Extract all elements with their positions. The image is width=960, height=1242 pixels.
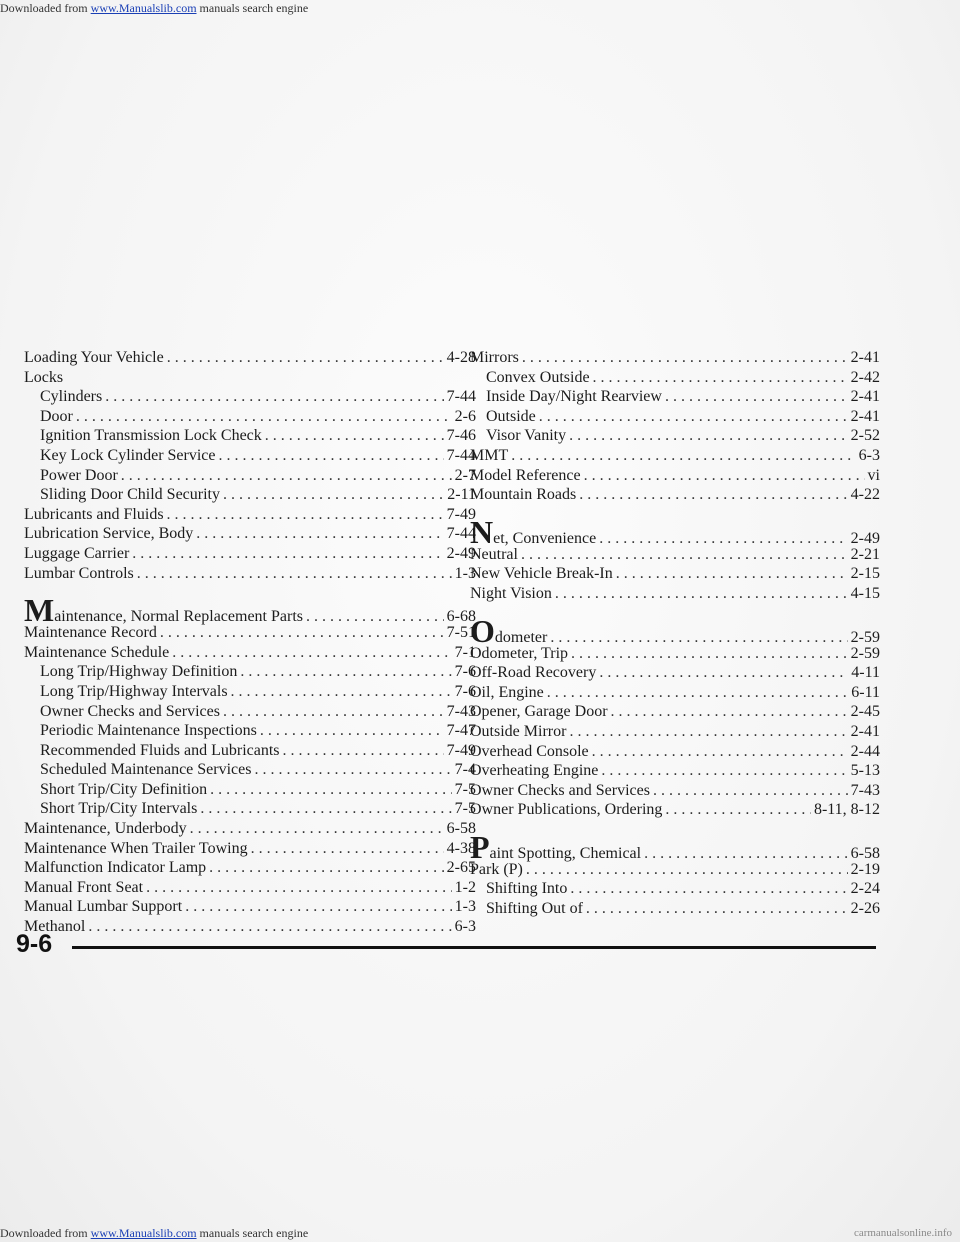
entry-page-ref: 6-58	[446, 820, 476, 838]
entry-label: Methanol	[24, 918, 86, 936]
index-entry	[24, 878, 476, 898]
index-entry	[470, 761, 880, 781]
entry-page-ref: 1-2	[454, 878, 476, 896]
entry-page-ref: 4-22	[850, 486, 880, 504]
entry-label: Maintenance When Trailer Towing	[24, 839, 248, 857]
entry-label: Model Reference	[470, 466, 581, 484]
dot-leader	[254, 760, 451, 780]
index-entry	[470, 612, 880, 649]
index-entry	[24, 917, 476, 937]
dot-leader	[571, 644, 848, 664]
index-entry	[24, 564, 476, 584]
dot-leader	[240, 662, 451, 682]
entry-page-ref: 6-3	[454, 918, 476, 936]
index-entry	[24, 505, 476, 525]
dot-leader	[137, 564, 452, 584]
index-entry	[470, 899, 880, 919]
entry-label: Ignition Transmission Lock Check	[40, 427, 262, 445]
entry-page-ref: 7-5	[454, 780, 476, 798]
index-entry	[24, 544, 476, 564]
dot-leader	[569, 722, 847, 742]
entry-page-ref: vi	[867, 466, 880, 484]
bottom-banner	[0, 1224, 960, 1242]
entry-page-ref: 2-7	[454, 466, 476, 484]
index-entry	[470, 644, 880, 664]
entry-page-ref: 7-43	[446, 702, 476, 720]
index-entry	[470, 584, 880, 604]
index-entry	[470, 407, 880, 427]
entry-page-ref: 4-38	[446, 839, 476, 857]
entry-label-text: aintenance, Normal Replacement Parts	[54, 608, 303, 626]
entry-label: Opener, Garage Door	[470, 703, 608, 721]
entry-page-ref: 7-49	[446, 505, 476, 523]
index-entry	[470, 742, 880, 762]
section-initial: P	[470, 828, 490, 865]
index-entry	[470, 368, 880, 388]
index-entry	[24, 592, 476, 629]
entry-page-ref: 6-11	[851, 683, 880, 701]
entry-page-ref: 4-11	[851, 664, 880, 682]
index-entry	[470, 485, 880, 505]
entry-page-ref: 2-65	[446, 859, 476, 877]
index-entry	[470, 702, 880, 722]
index-entry	[24, 348, 476, 368]
entry-label: Loading Your Vehicle	[24, 349, 164, 366]
index-entry	[470, 466, 880, 486]
entry-label: Owner Publications, Ordering	[470, 801, 663, 819]
dot-leader	[265, 426, 444, 446]
dot-leader	[251, 839, 444, 859]
dot-leader	[539, 407, 848, 427]
index-entry	[470, 663, 880, 683]
index-entry	[24, 760, 476, 780]
entry-page-ref: 2-49	[446, 544, 476, 562]
index-entry	[24, 643, 476, 663]
entry-page-ref: 6-58	[850, 844, 880, 862]
dot-leader	[76, 407, 452, 427]
index-entry	[470, 800, 880, 820]
dot-leader	[511, 446, 855, 466]
entry-page-ref: 7-1	[454, 643, 476, 661]
entry-page-ref: 1-3	[454, 898, 476, 916]
section-initial: N	[470, 513, 494, 550]
dot-leader	[593, 368, 848, 388]
index-entry	[24, 858, 476, 878]
entry-page-ref: 2-59	[850, 628, 880, 646]
dot-leader	[555, 584, 848, 604]
dot-leader	[592, 742, 848, 762]
entry-label: Short Trip/City Definition	[40, 780, 208, 798]
entry-page-ref: 7-6	[454, 682, 476, 700]
entry-label: Scheduled Maintenance Services	[40, 761, 252, 779]
entry-label: Door	[40, 407, 73, 425]
index-entry	[470, 513, 880, 550]
entry-page-ref: 2-19	[850, 860, 880, 878]
dot-leader	[579, 485, 847, 505]
entry-page-ref: 7-5	[454, 800, 476, 818]
entry-label: Oil, Engine	[470, 683, 544, 701]
entry-page-ref: 7-44	[446, 388, 476, 406]
entry-page-ref: 2-45	[850, 703, 880, 721]
entry-label: Cylinders	[40, 388, 103, 406]
entry-page-ref: 2-49	[850, 529, 880, 547]
index-entry	[24, 466, 476, 486]
entry-label: Lubrication Service, Body	[24, 525, 194, 543]
entry-label: Short Trip/City Intervals	[40, 800, 198, 818]
entry-page-ref: 2-44	[850, 742, 880, 760]
index-column-left	[24, 348, 476, 937]
banner-suffix: manuals search engine	[196, 1, 309, 15]
entry-label: Locks	[24, 368, 64, 386]
section-initial: O	[470, 612, 495, 649]
dot-leader	[223, 485, 444, 505]
index-entry	[24, 446, 476, 466]
entry-label-text: aint Spotting, Chemical	[489, 844, 642, 862]
entry-page-ref: 2-41	[850, 407, 880, 425]
entry-label: Lubricants and Fluids	[24, 505, 164, 523]
entry-page-ref: 2-59	[850, 644, 880, 662]
entry-label: Visor Vanity	[486, 427, 567, 445]
entry-label: Key Lock Cylinder Service	[40, 446, 216, 464]
entry-label-text: dometer	[494, 628, 548, 646]
entry-label: Long Trip/Highway Definition	[40, 663, 238, 681]
index-entry	[470, 860, 880, 880]
index-entry	[470, 348, 880, 368]
banner-prefix: Downloaded from	[0, 1226, 91, 1240]
entry-label: Odometer, Trip	[470, 644, 569, 662]
entry-label: Outside	[486, 407, 536, 425]
entry-label: Manual Lumbar Support	[24, 898, 183, 916]
entry-page-ref: 7-47	[446, 722, 476, 740]
entry-label: Mountain Roads	[470, 486, 577, 504]
index-entry	[470, 545, 880, 565]
index-entry	[470, 446, 880, 466]
entry-label: Luggage Carrier	[24, 544, 130, 562]
entry-label: Periodic Maintenance Inspections	[40, 722, 257, 740]
index-entry	[24, 819, 476, 839]
entry-page-ref: 6-68	[446, 608, 476, 626]
entry-page-ref: 4-15	[850, 584, 880, 602]
dot-leader	[209, 858, 444, 878]
entry-label: Owner Checks and Services	[40, 702, 220, 720]
dot-leader	[121, 466, 452, 486]
entry-page-ref: 2-41	[850, 349, 880, 366]
dot-leader	[665, 800, 811, 820]
entry-label: Power Door	[40, 466, 118, 484]
entry-label: Overheating Engine	[470, 762, 599, 780]
banner-suffix: manuals search engine	[196, 1226, 309, 1240]
entry-label: Recommended Fluids and Lubricants	[40, 741, 280, 759]
dot-leader	[88, 917, 451, 937]
index-entry	[24, 799, 476, 819]
entry-label: Neutral	[470, 545, 518, 563]
entry-page-ref: 1-3	[454, 564, 476, 582]
entry-page-ref: 2-26	[850, 900, 880, 918]
index-entry	[24, 407, 476, 427]
entry-label: Night Vision	[470, 584, 552, 602]
entry-label: Off-Road Recovery	[470, 664, 597, 682]
dot-leader	[570, 879, 847, 899]
dot-leader	[219, 446, 444, 466]
dot-leader	[210, 780, 452, 800]
download-banner	[0, 0, 960, 16]
entry-label: Sliding Door Child Security	[40, 486, 220, 504]
entry-page-ref: 7-4	[454, 761, 476, 779]
entry-label: Park (P)	[470, 860, 523, 878]
entry-label: Manual Front Seat	[24, 878, 144, 896]
entry-label: Lumbar Controls	[24, 564, 134, 582]
entry-label: Maintenance Schedule	[24, 643, 170, 661]
footer-rule	[72, 946, 876, 949]
entry-page-ref: 7-6	[454, 663, 476, 681]
entry-page-ref: 2-11	[447, 486, 476, 504]
index-entry	[24, 682, 476, 702]
index-entry	[470, 722, 880, 742]
index-entry	[24, 623, 476, 643]
dot-leader	[105, 387, 443, 407]
dot-leader	[172, 643, 451, 663]
index-entry	[24, 741, 476, 761]
entry-label: Shifting Out of	[486, 900, 583, 918]
entry-page-ref: 2-24	[850, 880, 880, 898]
dot-leader	[586, 899, 848, 919]
entry-label: MMT	[470, 446, 509, 464]
index-entry	[24, 839, 476, 859]
entry-page-ref: 7-44	[446, 525, 476, 543]
entry-label: Mirrors	[470, 349, 519, 366]
entry-label: Inside Day/Night Rearview	[486, 388, 662, 406]
dot-leader	[653, 781, 848, 801]
manualslib-link[interactable]: www.Manualslib.com	[90, 1, 197, 15]
index-entry	[470, 879, 880, 899]
entry-label: Overhead Console	[470, 742, 589, 760]
index-entry	[24, 721, 476, 741]
entry-label: Outside Mirror	[470, 722, 567, 740]
entry-label: Long Trip/Highway Intervals	[40, 682, 228, 700]
index-entry	[470, 426, 880, 446]
entry-page-ref: 8-11, 8-12	[813, 801, 880, 819]
manualslib-link[interactable]: www.Manualslib.com	[90, 1226, 197, 1240]
dot-leader	[167, 348, 444, 368]
dot-leader	[616, 564, 848, 584]
entry-page-ref: 2-52	[850, 427, 880, 445]
entry-page-ref: 2-41	[850, 388, 880, 406]
dot-leader	[522, 348, 848, 368]
entry-page-ref: 2-15	[850, 565, 880, 583]
dot-leader	[231, 682, 452, 702]
entry-page-ref: 5-13	[850, 762, 880, 780]
index-entry	[24, 368, 476, 388]
dot-leader	[132, 544, 443, 564]
entry-page-ref: 4-28	[446, 349, 476, 366]
index-entry	[470, 828, 880, 865]
index-entry	[470, 781, 880, 801]
entry-page-ref: 2-41	[850, 722, 880, 740]
dot-leader	[569, 426, 848, 446]
entry-page-ref: 7-43	[850, 781, 880, 799]
dot-leader	[599, 663, 848, 683]
dot-leader	[601, 761, 847, 781]
index-entry	[24, 662, 476, 682]
entry-page-ref: 7-44	[446, 446, 476, 464]
entry-page-ref: 7-46	[446, 427, 476, 445]
entry-label-text: et, Convenience	[493, 529, 597, 547]
index-entry	[470, 683, 880, 703]
index-entry	[24, 702, 476, 722]
entry-page-ref: 7-51	[446, 624, 476, 642]
entry-label: Maintenance, Underbody	[24, 820, 187, 838]
dot-leader	[526, 860, 848, 880]
index-entry	[24, 387, 476, 407]
dot-leader	[611, 702, 848, 722]
dot-leader	[167, 505, 444, 525]
index-entry	[470, 564, 880, 584]
watermark: carmanualsonline.info	[853, 1227, 952, 1239]
index-column-right	[470, 348, 880, 919]
entry-page-ref: 7-49	[446, 741, 476, 759]
dot-leader	[665, 387, 848, 407]
index-entry	[24, 897, 476, 917]
entry-page-ref: 2-6	[454, 407, 476, 425]
index-entry	[24, 780, 476, 800]
dot-leader	[260, 721, 444, 741]
entry-label: Shifting Into	[486, 880, 568, 898]
entry-label: Convex Outside	[486, 368, 590, 386]
entry-label: New Vehicle Break-In	[470, 565, 613, 583]
dot-leader	[200, 799, 451, 819]
index-entry	[24, 524, 476, 544]
dot-leader	[547, 683, 849, 703]
index-entry	[470, 387, 880, 407]
section-initial: M	[24, 592, 55, 629]
entry-page-ref: 2-21	[850, 545, 880, 563]
dot-leader	[190, 819, 444, 839]
index-entry	[24, 426, 476, 446]
banner-prefix: Downloaded from	[0, 1, 91, 15]
dot-leader	[196, 524, 443, 544]
page-number: 9-6	[16, 930, 53, 958]
dot-leader	[521, 545, 848, 565]
entry-label: Malfunction Indicator Lamp	[24, 859, 207, 877]
entry-page-ref: 6-3	[858, 446, 880, 464]
entry-page-ref: 2-42	[850, 368, 880, 386]
dot-leader	[283, 741, 444, 761]
dot-leader	[185, 897, 451, 917]
dot-leader	[584, 466, 865, 486]
entry-label: Maintenance Record	[24, 624, 157, 642]
dot-leader	[160, 623, 444, 643]
dot-leader	[223, 702, 444, 722]
dot-leader	[146, 878, 452, 898]
index-entry	[24, 485, 476, 505]
entry-label: Owner Checks and Services	[470, 781, 650, 799]
